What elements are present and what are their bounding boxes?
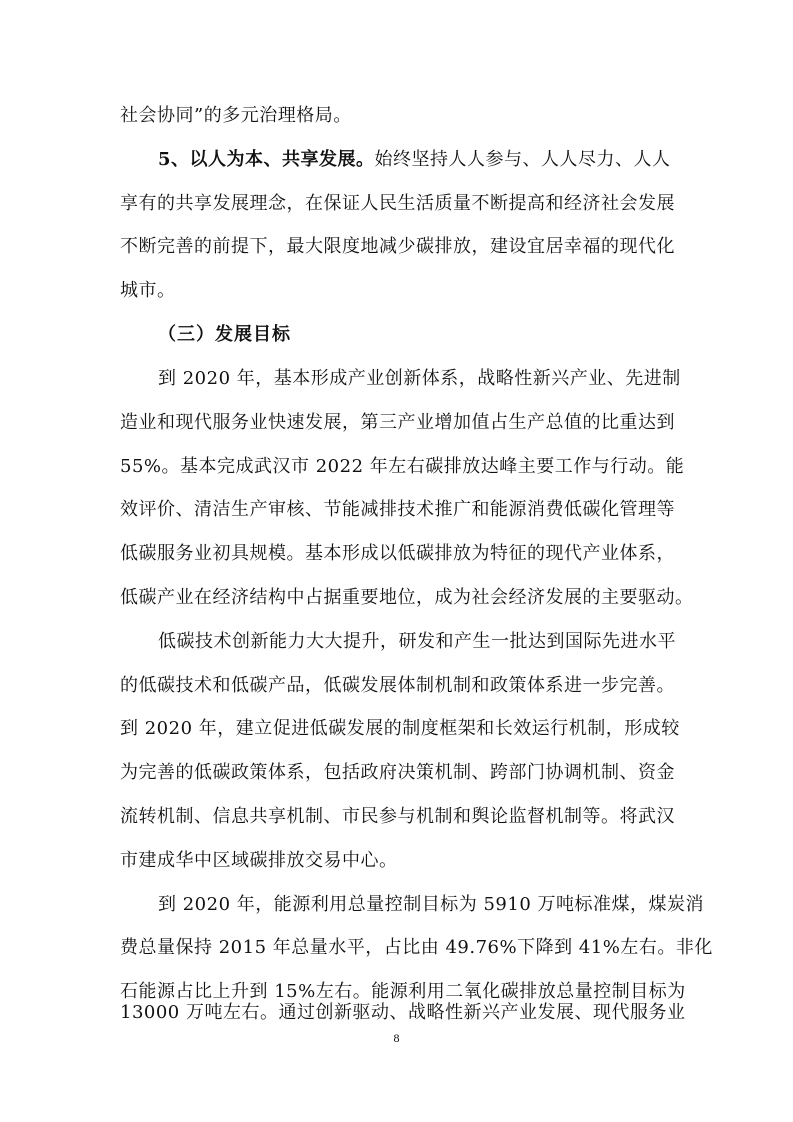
paragraph-line: 55%。基本完成武汉市 2022 年左右碳排放达峰主要工作与行动。能 [120, 456, 685, 477]
paragraph-line: 享有的共享发展理念，在保证人民生活质量不断提高和经济社会发展 [120, 193, 675, 214]
paragraph-line: 的低碳技术和低碳产品，低碳发展体制机制和政策体系进一步完善。 [120, 675, 675, 696]
principle-5-title: 5、以人为本、共享发展。 [158, 149, 375, 170]
page-number: 8 [393, 1031, 400, 1045]
paragraph-line: 低碳产业在经济结构中占据重要地位，成为社会经济发展的主要驱动。 [120, 587, 694, 608]
paragraph-line: 不断完善的前提下，最大限度地减少碳排放，建设宜居幸福的现代化 [120, 236, 675, 257]
principle-5-text: 始终坚持人人参与、人人尽力、人人 [374, 149, 671, 170]
paragraph-line: 市建成华中区域碳排放交易中心。 [120, 850, 398, 871]
paragraph-line: 低碳服务业初具规模。基本形成以低碳排放为特征的现代产业体系， [120, 543, 675, 564]
paragraph-line: 为完善的低碳政策体系，包括政府决策机制、跨部门协调机制、资金 [120, 762, 675, 783]
paragraph-line: 低碳技术创新能力大大提升，研发和产生一批达到国际先进水平 [158, 631, 676, 652]
paragraph-line: 到 2020 年，基本形成产业创新体系，战略性新兴产业、先进制 [158, 368, 681, 389]
paragraph-line: 城市。 [120, 280, 176, 301]
paragraph-line: 社会协同”的多元治理格局。 [120, 105, 352, 126]
paragraph-line: 13000 万吨左右。通过创新驱动、战略性新兴产业发展、现代服务业 [120, 1002, 686, 1023]
paragraph-line: 到 2020 年，建立促进低碳发展的制度框架和长效运行机制，形成较 [120, 718, 680, 739]
paragraph-line: 流转机制、信息共享机制、市民参与机制和舆论监督机制等。将武汉 [120, 806, 675, 827]
principle-5-line [158, 148, 680, 172]
paragraph-line: 造业和现代服务业快速发展，第三产业增加值占生产总值的比重达到 [120, 412, 675, 433]
section-heading: （三）发展目标 [158, 324, 291, 345]
paragraph-line: 石能源占比上升到 15%左右。能源利用二氧化碳排放总量控制目标为 [120, 981, 686, 1002]
paragraph-line: 效评价、清洁生产审核、节能减排技术推广和能源消费低碳化管理等 [120, 499, 675, 520]
paragraph-line: 费总量保持 2015 年总量水平，占比由 49.76%下降到 41%左右。非化 [120, 937, 713, 958]
paragraph-line: 到 2020 年，能源利用总量控制目标为 5910 万吨标准煤，煤炭消 [158, 894, 705, 915]
